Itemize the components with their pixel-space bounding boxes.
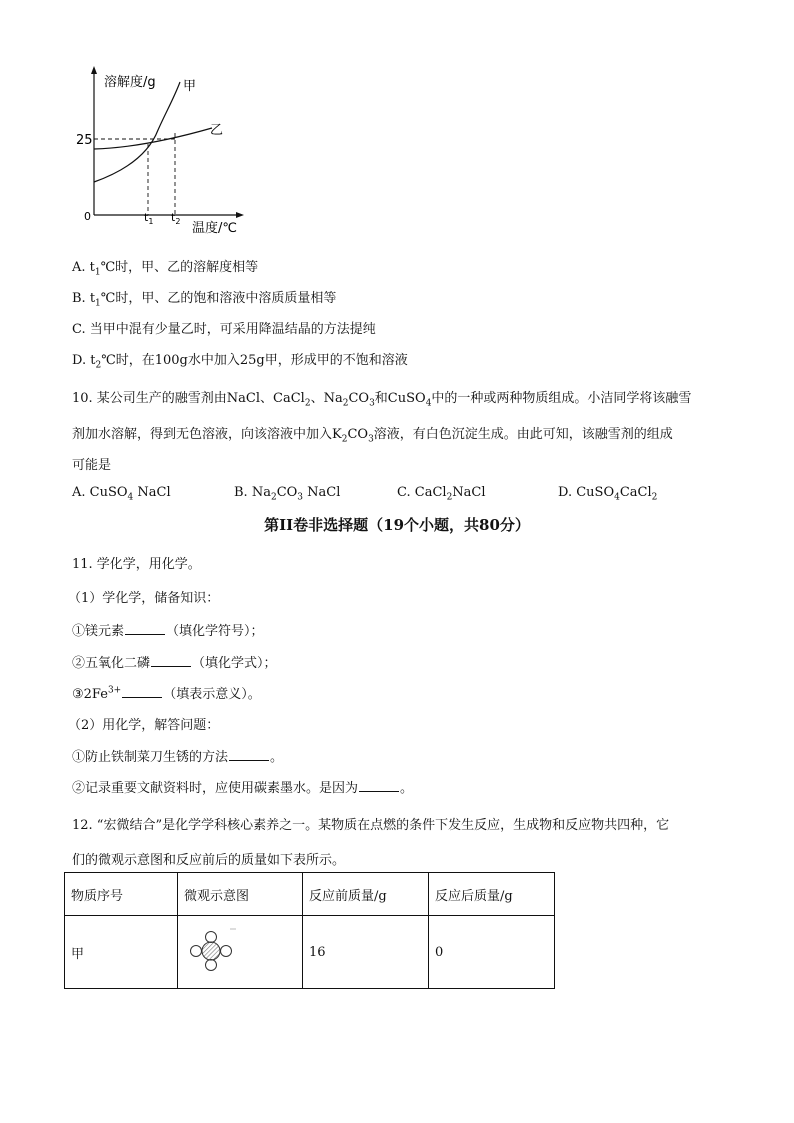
q10-option-b: B. $Na_2CO_3$ NaCl — [234, 485, 341, 503]
curve-jia-label: 甲 — [183, 79, 197, 94]
q11-stem: 11. 学化学，用化学。 — [72, 557, 201, 572]
q9-option-c: C. 当甲中混有少量乙时，可采用降温结晶的方法提纯 — [72, 322, 376, 337]
table-cell: 16 — [303, 916, 429, 989]
q12-table — [64, 872, 555, 989]
q9-option-a: A. $t_1℃$时，甲、乙的溶解度相等 — [72, 260, 259, 278]
origin-label: 0 — [84, 210, 91, 223]
q10-option-d: D. CuSO$_4$CaCl$_2$ — [558, 485, 658, 503]
small-atom — [206, 960, 217, 971]
t2-label: $t_2$ — [171, 211, 181, 226]
q9-option-d: D. $t_2℃$时，在100g水中加入25g甲，形成甲的不饱和溶液 — [72, 353, 408, 371]
t1-label: $t_1$ — [144, 211, 154, 226]
table-cell: 甲 — [65, 916, 178, 989]
table-cell: 0 — [429, 916, 555, 989]
answer-blank[interactable] — [359, 780, 399, 792]
q9-option-b: B. $t_1℃$时，甲、乙的饱和溶液中溶质质量相等 — [72, 291, 337, 309]
table-header: 反应后质量/g — [429, 873, 555, 916]
answer-blank[interactable] — [151, 655, 191, 667]
central-atom — [202, 942, 220, 960]
q11-item5: ②记录重要文献资料时，应使用碳素墨水。是因为 。 — [72, 781, 414, 796]
q10-option-a: A. CuSO$_4$ NaCl — [72, 485, 171, 503]
q11-item3: $③2Fe^{3+}$ （填表示意义）。 — [72, 685, 261, 702]
section-title: 第II卷非选择题（19个小题，共80分） — [264, 516, 530, 534]
q10-stem-line2: 剂加水溶解，得到无色溶液，向该溶液中加入$K_2CO_3$溶液，有白色沉淀生成。由此可知，该融雪剂的组成 — [72, 427, 673, 445]
table-cell-diagram — [178, 916, 303, 989]
q11-item2: ②五氧化二磷 （填化学式）； — [72, 656, 277, 671]
answer-blank[interactable] — [125, 623, 165, 635]
q12-stem-line1: 12. “宏微结合”是化学学科核心素养之一。某物质在点燃的条件下发生反应，生成物和反应物共四种，它 — [72, 818, 670, 833]
x-axis-label: 温度/℃ — [192, 221, 237, 236]
q11-part1: （1）学化学，储备知识： — [68, 591, 220, 606]
table-header: 物质序号 — [65, 873, 178, 916]
answer-blank[interactable] — [229, 749, 269, 761]
x-axis-arrow — [236, 212, 244, 218]
q12-stem-line2: 们的微观示意图和反应前后的质量如下表所示。 — [72, 853, 346, 868]
q10-stem-line3: 可能是 — [72, 458, 112, 473]
answer-blank[interactable] — [122, 686, 162, 698]
table-header: 反应前质量/g — [303, 873, 429, 916]
q10-stem-line1: 10. 某公司生产的融雪剂由NaCl、CaCl$_2$、$Na_2CO_3$和CuSO$_4$中的一种或两种物质组成。小洁同学将该融雪 — [72, 391, 692, 409]
q11-item4: ①防止铁制菜刀生锈的方法 。 — [72, 750, 284, 765]
y-axis-arrow — [91, 66, 97, 74]
q10-option-c: C. CaCl$_2$NaCl — [397, 485, 486, 503]
table-row — [65, 916, 555, 989]
y-axis-label: 溶解度/g — [104, 75, 156, 90]
y-tick-25: 25 — [76, 133, 93, 148]
curve-yi-label: 乙 — [210, 123, 224, 138]
small-atom — [221, 946, 232, 957]
curve-yi — [94, 128, 212, 149]
molecule-diagram — [184, 925, 244, 975]
solubility-graph — [70, 60, 260, 240]
q11-part2: （2）用化学，解答问题： — [68, 718, 220, 733]
curve-jia — [94, 82, 180, 182]
q11-item1: ①镁元素 （填化学符号）； — [72, 624, 264, 639]
small-atom — [206, 932, 217, 943]
small-atom — [191, 946, 202, 957]
table-header-row — [65, 873, 555, 916]
table-header: 微观示意图 — [178, 873, 303, 916]
